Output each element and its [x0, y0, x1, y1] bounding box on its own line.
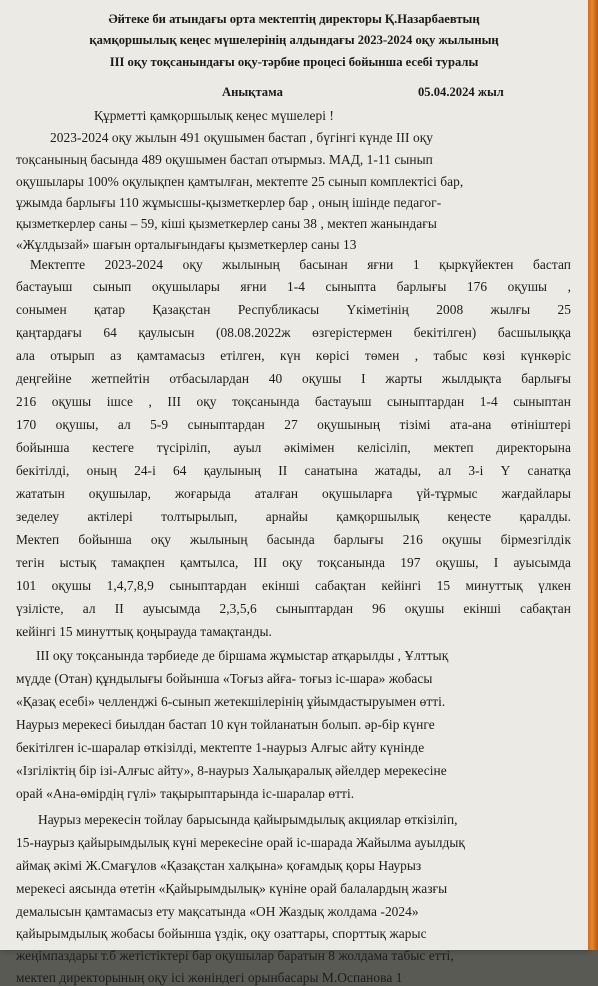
body-line: мерекесі аясында өтетін «Қайырымдылық» күніне орай балалардың жазғы — [16, 881, 448, 896]
body-line: бойынша кестеге түсіріліп, ауыл әкімімен келісіліп, мектеп директорына — [16, 440, 571, 455]
body-line: ІІІ оқу тоқсанында тәрбиеде де біршама жұмыстар атқарылды , Ұлттық — [36, 648, 449, 663]
body-line: «Ізгіліктің бір ізі-Алғыс айту», 8-наурыз Халықаралық әйелдер мерекесіне — [16, 763, 447, 778]
body-line: аймақ әкімі Ж.Смағұлов «Қазақстан халқына» қоғамдық қоры Наурыз — [16, 858, 422, 873]
document-title-line-3: ІІІ оқу тоқсанындағы оқу-тәрбие процесі бойынша есебі туралы — [109, 55, 479, 69]
body-line: ұжымда барлығы 110 жұмысшы-қызметкерлер бар , оның ішінде педагог- — [16, 195, 442, 210]
folder-edge — [588, 0, 598, 950]
body-line: Наурыз мерекесін тойлау барысында қайырымдылық акциялар өткізіліп, — [38, 812, 458, 827]
body-line: орай «Ана-өмірдің гүлі» тақырыптарында іс-шаралар өтті. — [16, 786, 355, 801]
body-line: зеделеу актілері толтырылып, арнайы қамқоршылық кеңесте қаралды. — [16, 509, 571, 524]
body-line: «Жұлдызай» шағын орталығындағы қызметкерлер саны 13 — [16, 237, 357, 252]
body-line: «Қазақ есебі» челленджі 6-сынып жетекшілерінің ұйымдастыруымен өтті. — [16, 694, 446, 709]
body-line: деңгейіне жетпейтін отбасылардан 40 оқушы І жарты жылдықта барлығы — [16, 371, 571, 386]
document-date: 05.04.2024 жыл — [418, 85, 504, 99]
body-line: Мектепте 2023-2024 оқу жылының басынан яғни 1 қыркүйектен бастап — [30, 257, 571, 272]
document-title-line-1: Әйтеке би атындағы орта мектептің директоры Қ.Назарбаевтың — [108, 12, 480, 26]
body-line: мектеп директорының оқу ісі жөніндегі орынбасары М.Оспанова 1 — [16, 970, 403, 985]
body-line: 15-наурыз қайырымдылық күні мерекесіне орай іс-шарада Жайылма ауылдық — [16, 835, 465, 850]
body-line: 216 оқушы ішсе , ІІІ оқу тоқсанында бастауыш сыныптардан 1-4 сыныптан — [16, 394, 571, 409]
body-line: демалысын қамтамасыз ету мақсатында «ОН Жаздық жолдама -2024» — [16, 904, 419, 919]
body-line: ала отырып аз қамтамасыз етілген, күн көрісі төмен , табыс көзі күнкөріс — [16, 348, 571, 363]
body-line: Мектеп бойынша оқу жылының басында барлығы 216 оқушы бірмезгілдік — [16, 532, 571, 547]
body-line: бекітілген іс-шаралар өткізілді, мектепте 1-наурыз Алғыс айту күнінде — [16, 740, 425, 755]
document-title-line-2: қамқоршылық кеңес мүшелерінің алдындағы 2023-2024 оқу жылының — [89, 33, 499, 47]
body-line: жататын оқушылар, жоғарыда аталған оқушыларға үй-тұрмыс жағдайлары — [16, 486, 571, 501]
body-line: бастауыш сынып оқушылары яғни 1-4 сыныпта барлығы 176 оқушы , — [16, 279, 571, 294]
body-line: сонымен қатар Қазақстан Республикасы Үкіметінің 2008 жылғы 25 — [16, 302, 571, 317]
body-line: 101 оқушы 1,4,7,8,9 сыныптардан екінші сабақтан кейінгі 15 минуттық үлкен — [16, 578, 571, 593]
document-subtitle: Анықтама — [222, 85, 283, 99]
body-line: тоқсанының басында 489 оқушымен бастап отырмыз. МАД, 1-11 сынып — [16, 152, 433, 167]
body-line: Наурыз мерекесі биылдан бастап 10 күн тойланатын болып. әр-бір күнге — [16, 717, 435, 732]
body-line: 170 оқушы, ал 5-9 сыныптардан 27 оқушының тізімі ата-ана өтініштері — [16, 417, 571, 432]
body-line: тегін ыстық тамақпен қамтылса, ІІІ оқу тоқсанында 197 оқушы, І ауысымда — [16, 555, 571, 570]
body-line: 2023-2024 оқу жылын 491 оқушымен бастап , бүгінгі күнде ІІІ оқу — [50, 130, 434, 145]
body-line: оқушылары 100% оқулықпен қамтылған, мектепте 25 сынып комплектісі бар, — [16, 174, 464, 189]
body-line: қаңтардағы 64 қаулысын (08.08.2022ж өзгерістермен бекітілген) басшылыққа — [16, 325, 571, 340]
body-line: кейінгі 15 минуттық қоңырауда тамақтанды. — [16, 624, 272, 639]
body-line: үзілісте, ал ІІ ауысымда 2,3,5,6 сыныптардан 96 оқушы екінші сабақтан — [16, 601, 571, 616]
body-line: мүдде (Отан) құндылығы бойынша «Тоғыз айға- тоғыз іс-шара» жобасы — [16, 671, 433, 686]
body-line: қызметкерлер саны – 59, кіші қызметкерлер саны 38 , мектеп жанындағы — [16, 216, 437, 231]
body-line: қайырымдылық жобасы бойынша үздік, оқу озаттары, спорттық жарыс — [16, 926, 427, 941]
body-line: бекітілді, оның 24-і 64 қаулының ІІ санатына жатады, ал 3-і Ү санатқа — [16, 463, 571, 478]
body-line: жеңімпаздары т.б жетістіктері бар оқушылар баратын 8 жолдама табыс етті, — [16, 948, 454, 963]
greeting: Құрметті қамқоршылық кеңес мүшелері ! — [94, 108, 334, 123]
